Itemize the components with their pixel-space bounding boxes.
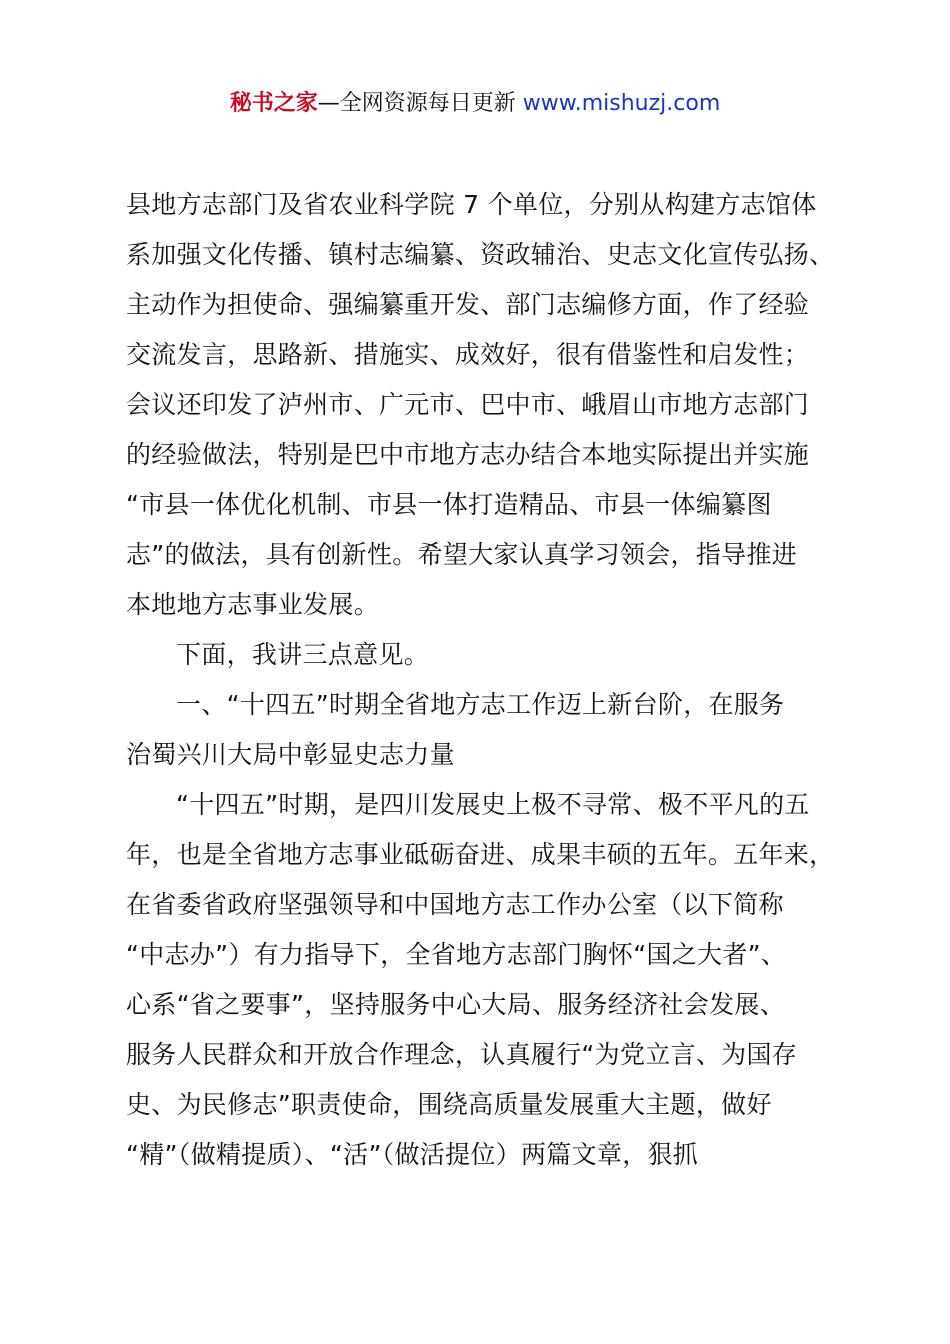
- text-line: “中志办”）有力指导下，全省地方志部门胸怀“国之大者”、: [126, 940, 787, 969]
- text-line: 本地地方志事业发展。: [126, 590, 380, 619]
- text-line: 心系“省之要事”，坚持服务中心大局、服务经济社会发展、: [126, 990, 786, 1019]
- text-line: 交流发言，思路新、措施实、成效好，很有借鉴性和启发性；: [126, 340, 810, 369]
- text-line: 主动作为担使命、强编纂重开发、部门志编修方面，作了经验: [126, 290, 810, 319]
- text-line: 下面，我讲三点意见。: [176, 640, 430, 669]
- text-line: “市县一体优化机制、市县一体打造精品、市县一体编纂图: [126, 490, 772, 519]
- text-line: 县地方志部门及省农业科学院 7 个单位，分别从构建方志馆体: [126, 190, 817, 219]
- site-slogan: —全网资源每日更新: [317, 91, 516, 116]
- text-line: 服务人民群众和开放合作理念，认真履行“为党立言、为国存: [126, 1040, 798, 1069]
- text-line: 系加强文化传播、镇村志编纂、资政辅治、史志文化宣传弘扬、: [126, 240, 835, 269]
- text-line: 的经验做法，特别是巴中市地方志办结合本地实际提出并实施: [126, 440, 810, 469]
- text-line: “十四五”时期，是四川发展史上极不寻常、极不平凡的五: [176, 790, 810, 819]
- text-line: 史、为民修志”职责使命，围绕高质量发展重大主题，做好: [126, 1090, 772, 1119]
- text-line: “精”（做精提质）、“活”（做活提位）两篇文章，狠抓: [126, 1140, 699, 1169]
- text-line: 一、“十四五”时期全省地方志工作迈上新台阶，在服务: [176, 690, 785, 719]
- site-url-link[interactable]: www.mishuzj.com: [522, 91, 721, 116]
- document-body: [126, 180, 838, 1180]
- text-line: 年，也是全省地方志事业砥砺奋进、成果丰硕的五年。五年来，: [126, 840, 835, 869]
- text-line: 志”的做法，具有创新性。希望大家认真学习领会，指导推进: [126, 540, 798, 569]
- text-line: 会议还印发了泸州市、广元市、巴中市、峨眉山市地方志部门: [126, 390, 810, 419]
- text-line: 治蜀兴川大局中彰显史志力量: [126, 740, 455, 769]
- page-header: [0, 86, 950, 122]
- text-line: 在省委省政府坚强领导和中国地方志工作办公室（以下简称: [126, 890, 784, 919]
- site-brand: 秘书之家: [229, 91, 318, 116]
